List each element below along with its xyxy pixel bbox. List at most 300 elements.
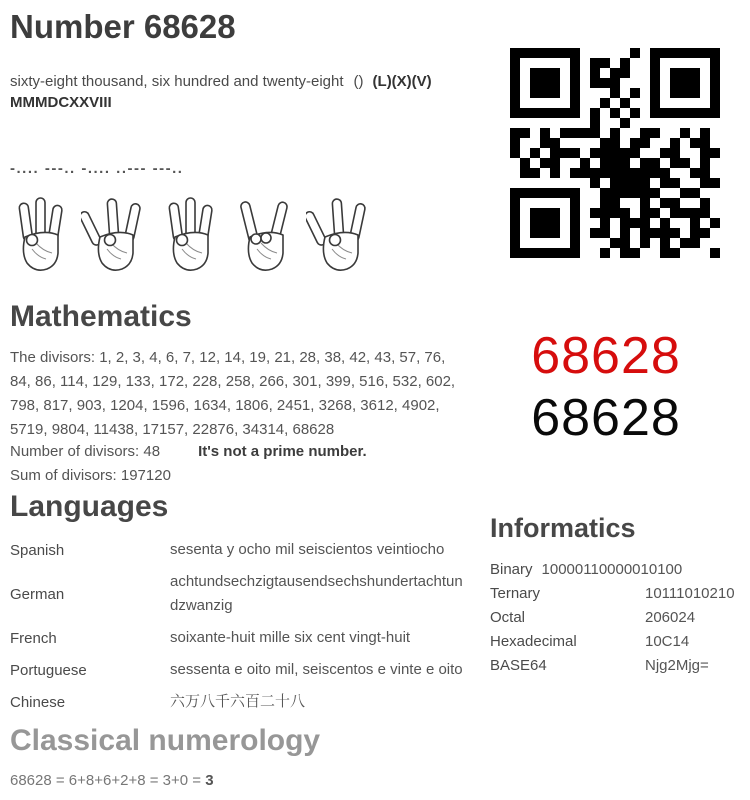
qr-module [690, 48, 700, 58]
qr-module [600, 78, 610, 88]
qr-module [630, 48, 640, 58]
qr-module [600, 138, 610, 148]
qr-module [600, 148, 610, 158]
qr-module [660, 168, 670, 178]
qr-module [670, 228, 680, 238]
qr-module [700, 128, 710, 138]
qr-module [680, 168, 690, 178]
qr-module [700, 218, 710, 228]
qr-module [700, 68, 710, 78]
qr-module [580, 148, 590, 158]
qr-module [660, 248, 670, 258]
qr-module [560, 208, 570, 218]
qr-module [620, 248, 630, 258]
qr-module [530, 108, 540, 118]
qr-module [700, 78, 710, 88]
qr-module [700, 138, 710, 148]
qr-module [670, 58, 680, 68]
qr-module [640, 228, 650, 238]
qr-module [540, 208, 550, 218]
qr-module [580, 58, 590, 68]
qr-module [570, 158, 580, 168]
qr-module [520, 228, 530, 238]
qr-module [680, 198, 690, 208]
qr-module [630, 228, 640, 238]
qr-module [540, 218, 550, 228]
qr-module [570, 118, 580, 128]
qr-module [590, 228, 600, 238]
qr-module [580, 218, 590, 228]
informatics-value: Njg2Mjg= [645, 657, 709, 674]
qr-module [710, 98, 720, 108]
qr-module [540, 88, 550, 98]
hand-sign-8-icon [306, 193, 370, 282]
qr-module [650, 248, 660, 258]
qr-module [570, 178, 580, 188]
qr-module [670, 118, 680, 128]
qr-module [710, 238, 720, 248]
qr-module [690, 248, 700, 258]
qr-module [710, 248, 720, 258]
qr-module [640, 58, 650, 68]
qr-module [610, 218, 620, 228]
qr-module [680, 58, 690, 68]
qr-module [610, 238, 620, 248]
qr-module [620, 218, 630, 228]
informatics-value: 10111010210 [645, 585, 735, 602]
qr-module [710, 168, 720, 178]
qr-module [620, 138, 630, 148]
qr-module [650, 108, 660, 118]
qr-module [650, 218, 660, 228]
hand-signs-row [6, 193, 370, 282]
qr-module [550, 128, 560, 138]
qr-module [540, 48, 550, 58]
qr-module [660, 78, 670, 88]
qr-module [510, 78, 520, 88]
qr-module [560, 68, 570, 78]
qr-module [580, 68, 590, 78]
qr-module [700, 228, 710, 238]
qr-module [560, 158, 570, 168]
qr-module [630, 78, 640, 88]
qr-module [610, 188, 620, 198]
qr-module [690, 128, 700, 138]
qr-module [510, 188, 520, 198]
qr-module [550, 248, 560, 258]
qr-module [650, 58, 660, 68]
qr-module [610, 198, 620, 208]
qr-module [700, 88, 710, 98]
qr-module [650, 148, 660, 158]
language-label: German [10, 585, 65, 603]
qr-module [520, 238, 530, 248]
language-row [10, 686, 472, 718]
qr-module [710, 88, 720, 98]
qr-module [520, 148, 530, 158]
hand-sign-6-icon [6, 193, 70, 282]
qr-module [590, 168, 600, 178]
qr-module [710, 138, 720, 148]
qr-module [670, 158, 680, 168]
qr-module [660, 128, 670, 138]
qr-module [530, 188, 540, 198]
qr-module [530, 168, 540, 178]
numerology-equation-prefix: 68628 = 6+8+6+2+8 = 3+0 = [10, 772, 206, 789]
qr-module [510, 108, 520, 118]
qr-module [680, 188, 690, 198]
qr-module [590, 108, 600, 118]
qr-module [550, 208, 560, 218]
qr-module [550, 238, 560, 248]
qr-module [570, 68, 580, 78]
language-row [10, 534, 472, 566]
qr-module [640, 168, 650, 178]
qr-module [660, 158, 670, 168]
language-value: 六万八千六百二十八 [170, 693, 306, 710]
qr-module [590, 128, 600, 138]
qr-module [640, 188, 650, 198]
qr-module [640, 248, 650, 258]
qr-module [690, 98, 700, 108]
qr-module [700, 178, 710, 188]
qr-module [680, 108, 690, 118]
qr-module [530, 228, 540, 238]
qr-module [560, 118, 570, 128]
page-title: Number 68628 [10, 8, 236, 45]
qr-module [630, 238, 640, 248]
qr-module [650, 98, 660, 108]
qr-module [680, 138, 690, 148]
qr-module [520, 48, 530, 58]
qr-module [560, 138, 570, 148]
qr-module [660, 198, 670, 208]
qr-module [520, 58, 530, 68]
qr-module [540, 178, 550, 188]
qr-module [660, 208, 670, 218]
informatics-label: Hexadecimal [490, 633, 577, 650]
qr-module [520, 208, 530, 218]
qr-module [640, 208, 650, 218]
qr-module [690, 138, 700, 148]
informatics-row [490, 582, 748, 606]
qr-module [710, 228, 720, 238]
qr-module [510, 98, 520, 108]
qr-module [600, 158, 610, 168]
qr-module [600, 188, 610, 198]
qr-module [570, 238, 580, 248]
qr-module [590, 208, 600, 218]
qr-module [630, 98, 640, 108]
qr-module [580, 78, 590, 88]
qr-module [550, 118, 560, 128]
qr-module [550, 98, 560, 108]
qr-module [590, 248, 600, 258]
qr-module [650, 48, 660, 58]
qr-module [610, 148, 620, 158]
qr-module [660, 238, 670, 248]
qr-module [590, 198, 600, 208]
qr-module [590, 68, 600, 78]
qr-module [660, 98, 670, 108]
informatics-value: 10000110000010100 [541, 561, 683, 578]
informatics-row [490, 558, 748, 582]
qr-module [510, 48, 520, 58]
qr-module [710, 198, 720, 208]
qr-module [520, 118, 530, 128]
qr-module [660, 108, 670, 118]
qr-module [670, 128, 680, 138]
qr-module [520, 108, 530, 118]
qr-module [630, 188, 640, 198]
qr-module [560, 178, 570, 188]
qr-module [510, 148, 520, 158]
number-of-divisors: Number of divisors: 48 [10, 443, 161, 460]
qr-module [510, 128, 520, 138]
qr-module [600, 88, 610, 98]
language-value: sesenta y ocho mil seiscientos veintiocho [170, 541, 445, 558]
qr-module [560, 78, 570, 88]
hand-sign-6-icon [156, 193, 220, 282]
qr-module [640, 158, 650, 168]
qr-module [620, 98, 630, 108]
qr-module [550, 48, 560, 58]
qr-module [680, 228, 690, 238]
qr-module [560, 48, 570, 58]
qr-module [520, 98, 530, 108]
qr-module [710, 148, 720, 158]
qr-module [550, 228, 560, 238]
qr-module [670, 148, 680, 158]
qr-module [660, 218, 670, 228]
qr-module [530, 118, 540, 128]
qr-module [580, 128, 590, 138]
qr-module [530, 78, 540, 88]
informatics-value: 206024 [645, 609, 696, 626]
qr-module [550, 78, 560, 88]
qr-module [580, 98, 590, 108]
qr-module [700, 168, 710, 178]
qr-module [530, 68, 540, 78]
qr-module [550, 158, 560, 168]
qr-module [650, 88, 660, 98]
qr-module [700, 48, 710, 58]
qr-module [570, 228, 580, 238]
qr-module [680, 208, 690, 218]
qr-module [590, 98, 600, 108]
qr-module [570, 78, 580, 88]
qr-module [550, 178, 560, 188]
qr-module [520, 138, 530, 148]
qr-module [660, 188, 670, 198]
qr-module [560, 108, 570, 118]
qr-module [630, 108, 640, 118]
qr-module [610, 118, 620, 128]
qr-module [670, 168, 680, 178]
qr-module [610, 88, 620, 98]
numerology-heading: Classical numerology [10, 724, 321, 757]
qr-module [630, 58, 640, 68]
qr-module [640, 98, 650, 108]
languages-table [10, 534, 472, 718]
qr-module [530, 158, 540, 168]
qr-module [610, 158, 620, 168]
qr-module [580, 88, 590, 98]
qr-module [650, 228, 660, 238]
qr-module [620, 188, 630, 198]
qr-module [670, 248, 680, 258]
informatics-label: Binary [490, 561, 533, 578]
roman-numeral-part1: (L)(X)(V) [372, 73, 432, 90]
qr-module [520, 168, 530, 178]
qr-module [540, 68, 550, 78]
qr-module [580, 178, 590, 188]
mathematics-heading: Mathematics [10, 300, 192, 333]
qr-module [630, 178, 640, 188]
qr-module [710, 178, 720, 188]
qr-module [610, 98, 620, 108]
qr-module [670, 178, 680, 188]
qr-module [660, 48, 670, 58]
qr-module [570, 198, 580, 208]
qr-module [600, 128, 610, 138]
qr-module [660, 88, 670, 98]
qr-module [560, 248, 570, 258]
qr-code [510, 48, 720, 258]
qr-module [600, 98, 610, 108]
qr-module [680, 248, 690, 258]
qr-module [540, 238, 550, 248]
informatics-label: BASE64 [490, 657, 547, 674]
qr-module [610, 108, 620, 118]
qr-module [530, 208, 540, 218]
qr-module [510, 238, 520, 248]
qr-module [550, 168, 560, 178]
qr-module [640, 78, 650, 88]
hand-sign-8-icon [81, 193, 145, 282]
qr-module [640, 218, 650, 228]
qr-module [530, 98, 540, 108]
qr-module [690, 68, 700, 78]
qr-module [690, 118, 700, 128]
qr-module [610, 138, 620, 148]
qr-module [640, 128, 650, 138]
qr-module [580, 188, 590, 198]
qr-module [660, 228, 670, 238]
informatics-value: 10C14 [645, 633, 690, 650]
qr-module [700, 238, 710, 248]
qr-module [590, 188, 600, 198]
qr-module [620, 128, 630, 138]
qr-module [560, 148, 570, 158]
qr-module [670, 238, 680, 248]
qr-module [640, 108, 650, 118]
qr-module [590, 148, 600, 158]
qr-module [680, 118, 690, 128]
qr-module [590, 48, 600, 58]
qr-module [610, 178, 620, 188]
qr-module [700, 198, 710, 208]
qr-module [590, 178, 600, 188]
numerology-equation [10, 772, 214, 789]
qr-module [530, 178, 540, 188]
qr-module [570, 208, 580, 218]
qr-module [620, 158, 630, 168]
qr-module [610, 68, 620, 78]
qr-module [580, 238, 590, 248]
qr-module [550, 58, 560, 68]
qr-module [560, 238, 570, 248]
qr-module [630, 68, 640, 78]
qr-module [630, 168, 640, 178]
qr-module [580, 108, 590, 118]
qr-module [590, 58, 600, 68]
qr-module [520, 198, 530, 208]
qr-module [680, 238, 690, 248]
qr-module [620, 118, 630, 128]
qr-module [540, 98, 550, 108]
qr-module [620, 228, 630, 238]
qr-module [540, 78, 550, 88]
qr-module [530, 48, 540, 58]
qr-module [630, 218, 640, 228]
number-in-words [10, 70, 475, 94]
language-label: French [10, 629, 57, 647]
big-number-red: 68628 [531, 327, 681, 385]
qr-module [550, 218, 560, 228]
qr-module [700, 58, 710, 68]
qr-module [510, 248, 520, 258]
qr-module [570, 58, 580, 68]
qr-module [640, 68, 650, 78]
qr-module [620, 78, 630, 88]
qr-module [620, 178, 630, 188]
qr-module [580, 248, 590, 258]
qr-module [580, 228, 590, 238]
qr-module [690, 168, 700, 178]
qr-module [700, 248, 710, 258]
qr-module [560, 218, 570, 228]
qr-module [600, 228, 610, 238]
language-value: achtundsechzigtausendsechshundertachtundzwanzig [170, 573, 463, 614]
qr-module [580, 198, 590, 208]
qr-module [540, 188, 550, 198]
qr-module [640, 148, 650, 158]
qr-module [680, 148, 690, 158]
qr-module [710, 158, 720, 168]
qr-module [540, 228, 550, 238]
qr-module [620, 108, 630, 118]
qr-module [650, 68, 660, 78]
qr-module [600, 168, 610, 178]
qr-module [620, 148, 630, 158]
qr-module [690, 218, 700, 228]
qr-module [560, 188, 570, 198]
qr-module [630, 208, 640, 218]
qr-module [530, 138, 540, 148]
qr-module [610, 228, 620, 238]
qr-module [670, 218, 680, 228]
qr-module [550, 148, 560, 158]
qr-module [540, 248, 550, 258]
qr-module [570, 248, 580, 258]
qr-module [550, 198, 560, 208]
qr-module [640, 198, 650, 208]
qr-module [600, 198, 610, 208]
qr-module [680, 48, 690, 58]
informatics-label: Octal [490, 609, 526, 626]
qr-module [680, 128, 690, 138]
